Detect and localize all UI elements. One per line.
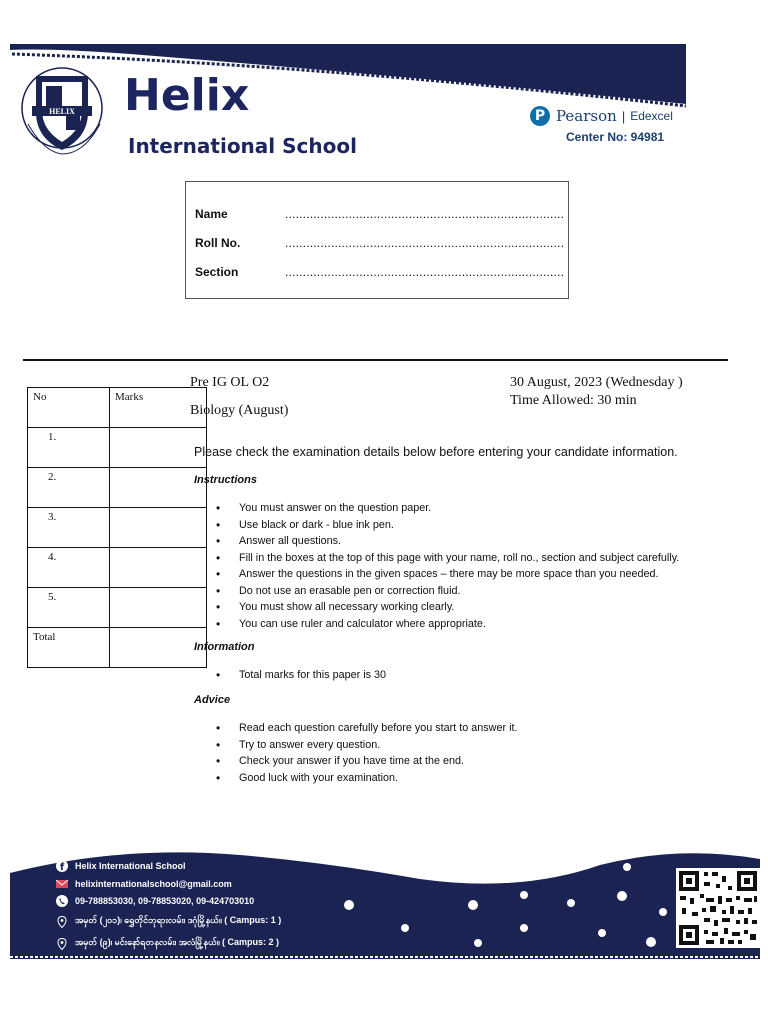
list-item: • You must answer on the question paper. (194, 500, 679, 517)
section-field[interactable]: ............................................................................... (285, 265, 565, 279)
school-subtitle: International School (128, 134, 357, 158)
advice-list (194, 720, 517, 786)
marks-cell[interactable] (110, 428, 207, 468)
pearson-icon: P (530, 106, 550, 126)
time-allowed: Time Allowed: 30 min (510, 393, 637, 408)
row-number: 4. (28, 548, 110, 588)
school-name: Helix (124, 70, 250, 121)
marks-cell[interactable] (110, 468, 207, 508)
list-item: • Fill in the boxes at the top of this page with your name, roll no., section and subject carefully. (194, 550, 679, 567)
section-label: Section (195, 265, 239, 279)
qr-code[interactable] (676, 868, 760, 948)
svg-text:HELIX: HELIX (49, 107, 75, 116)
list-item: • You can use ruler and calculator where appropriate. (194, 616, 679, 633)
phone-text: 09-788853030, 09-78853020, 09-424703010 (75, 896, 255, 906)
exam-intro: Please check the examination details below before entering your candidate information. (194, 445, 678, 459)
list-item: • Answer all questions. (194, 533, 679, 550)
list-item: • Total marks for this paper is 30 (194, 667, 386, 684)
footer-facebook[interactable] (56, 860, 186, 872)
list-item: • Check your answer if you have time at the end. (194, 753, 517, 770)
pearson-separator: | (621, 108, 626, 124)
footer-campus-2 (56, 937, 279, 950)
location-pin-icon (56, 916, 68, 928)
advice-title: Advice (194, 694, 231, 706)
svg-text:f: f (59, 862, 65, 872)
exam-date: 30 August, 2023 (Wednesday ) (510, 375, 683, 390)
marks-cell[interactable] (110, 548, 207, 588)
center-number: Center No: 94981 (566, 130, 665, 144)
pearson-logo (530, 106, 673, 126)
subject-title: Biology (August) (190, 403, 289, 418)
campus-1-text: အမှတ် (၂၀၁)၊ ရွှေတိုင်ဘုရားလမ်း၊ ဒဂုံမြို့နယ်။ ( Campus: 1 ) (75, 915, 282, 925)
marks-cell[interactable] (110, 508, 207, 548)
name-field[interactable]: ............................................................................... (285, 207, 565, 221)
header-no: No (28, 388, 110, 428)
footer-campus-1 (56, 915, 281, 928)
information-list (194, 667, 386, 684)
list-item: • Read each question carefully before you start to answer it. (194, 720, 517, 737)
edexcel-label: Edexcel (630, 109, 673, 123)
location-pin-icon (56, 938, 68, 950)
header-marks: Marks (110, 388, 207, 428)
list-item: • Do not use an erasable pen or correction fluid. (194, 583, 679, 600)
campus-2-text: အမှတ် (၉)၊ မင်းနော်ရတနလမ်း၊ အလံမြို့နယ်။ ( Campus: 2 ) (75, 937, 280, 947)
roll-no-label: Roll No. (195, 236, 241, 250)
roll-no-field[interactable]: ............................................................................... (285, 236, 565, 250)
row-number: 3. (28, 508, 110, 548)
name-label: Name (195, 207, 228, 221)
pearson-label: Pearson (556, 107, 617, 125)
divider-line (23, 359, 728, 361)
instructions-list (194, 500, 679, 632)
email-icon (56, 878, 68, 890)
list-item: • Use black or dark - blue ink pen. (194, 517, 679, 534)
list-item: • You must show all necessary working clearly. (194, 599, 679, 616)
facebook-icon (56, 860, 68, 872)
footer-email[interactable] (56, 878, 232, 890)
row-number: 1. (28, 428, 110, 468)
information-title: Information (194, 641, 255, 653)
list-item: • Answer the questions in the given spaces – there may be more space than you needed. (194, 566, 679, 583)
facebook-text: Helix International School (75, 861, 186, 871)
row-number: 5. (28, 588, 110, 628)
instructions-title: Instructions (194, 474, 257, 486)
footer-phone[interactable] (56, 895, 254, 907)
email-text: helixinternationalschool@gmail.com (75, 879, 232, 889)
marks-table (27, 387, 207, 668)
total-label: Total (28, 628, 110, 668)
row-number: 2. (28, 468, 110, 508)
list-item: • Good luck with your examination. (194, 770, 517, 787)
marks-cell[interactable] (110, 588, 207, 628)
phone-icon (56, 895, 68, 907)
total-marks-cell[interactable] (110, 628, 207, 668)
subject-code: Pre IG OL O2 (190, 375, 270, 390)
candidate-info-box (185, 181, 569, 299)
list-item: • Try to answer every question. (194, 737, 517, 754)
school-logo (14, 62, 114, 158)
